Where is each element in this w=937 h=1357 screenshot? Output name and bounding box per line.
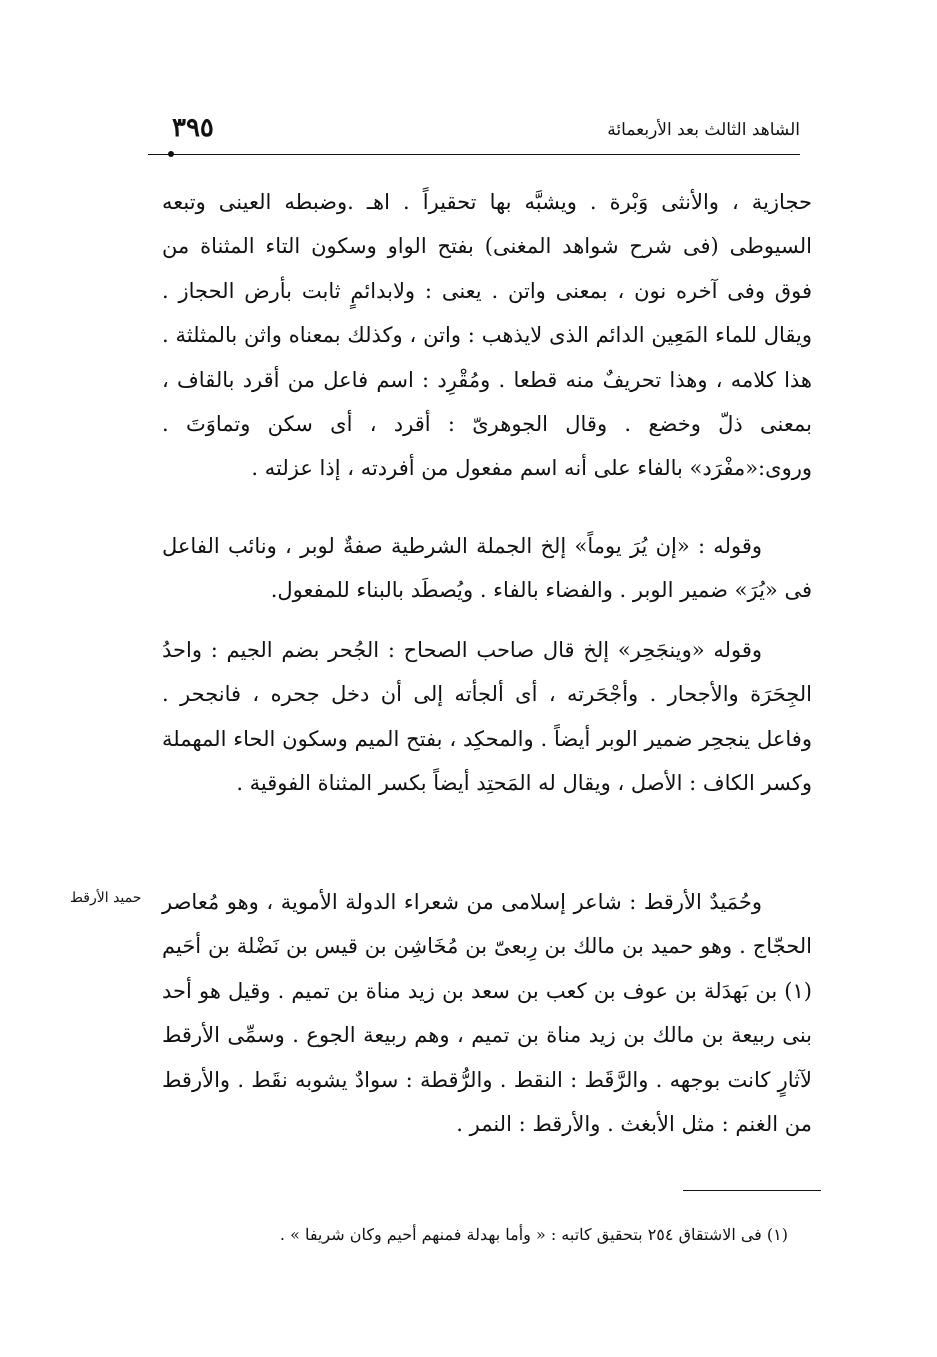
running-title: الشاهد الثالث بعد الأربعمائة [607, 120, 800, 140]
running-head [150, 112, 800, 148]
margin-note: حميد الأرقط [70, 890, 142, 906]
page-number: ٣٩٥ [172, 113, 214, 143]
header-rule [148, 154, 800, 155]
paragraph-1: حجازية ، والأنثى وَبْرة . ويشبَّه بها تحقيراً . اهـ .وضبطه العينى وتبعه السيوطى (فى شرح شواهد المغنى) بفتح الواو وسكون التاء المثناة من فوق وفى آخره نون ، بمعنى واتن . يعنى : ولابدائمٍ ثابت بأرض الحجاز . ويقال للماء المَعِين الدائم الذى لايذهب : واتن ، وكذلك بمعناه واثن بالمثلثة . هذا كلامه ، وهذا تحريفٌ منه قطعا . ومُقْرِد : اسم فاعل من أقرد بالقاف ، بمعنى ذلّ وخضع . وقال الجوهرىّ : أقرد ، أى سكن وتماوَتَ . وروى:«مفْرَد» بالفاء على أنه اسم مفعول من أفردته ، إذا عزلته . [162, 190, 813, 481]
paragraph-3: وقوله «وينجَحِر» إلخ قال صاحب الصحاح : الجُحر بضم الجيم : واحدُ الجِحَرَة والأجحار . وأجْحَرته ، أى ألجأته إلى أن دخل جحره ، فانجحر . وفاعل ينجحِر ضمير الوبر أيضاً . والمحكِد ، بفتح الميم وسكون الحاء المهملة وكسر الكاف : الأصل ، ويقال له المَحتِد أيضاً بكسر المثناة الفوقية . [162, 638, 812, 796]
footnote: (١) فى الاشتقاق ٢٥٤ بتحقيق كاتبه : « وأما بهدلة فمنهم أحيم وكان شريفا » . [279, 1225, 788, 1244]
header-rule-dot [168, 151, 174, 157]
paragraph-2: وقوله : «إن يُرَ يوماً» إلخ الجملة الشرطية صفةٌ لوبر ، ونائب الفاعل فى «يُرَ» ضمير الوبر . والفضاء بالفاء . ويُصطَد بالبناء للمفعول. [162, 534, 812, 603]
footnote-rule [683, 1190, 821, 1191]
paragraph-4: وحُمَيدٌ الأرقط : شاعر إسلامى من شعراء الدولة الأموية ، وهو مُعاصر الحجّاج . وهو حميد بن مالك بن رِبعىّ بن مُخَاشِن بن قيس بن نَضْلة بن أحَيم (١) بن بَهدَلة بن عوف بن كعب بن سعد بن زيد مناة بن تميم . وقيل هو أحد بنى ربيعة بن مالك بن زيد مناة بن تميم ، وهم ربيعة الجوع . وسمِّى الأرقط لآثارٍ كانت بوجهه . والرَّقَط : النقط . والرُّقطة : سوادٌ يشوبه نقَط . والأرقط من الغنم : مثل الأبغث . والأرقط : النمر . [162, 890, 812, 1137]
